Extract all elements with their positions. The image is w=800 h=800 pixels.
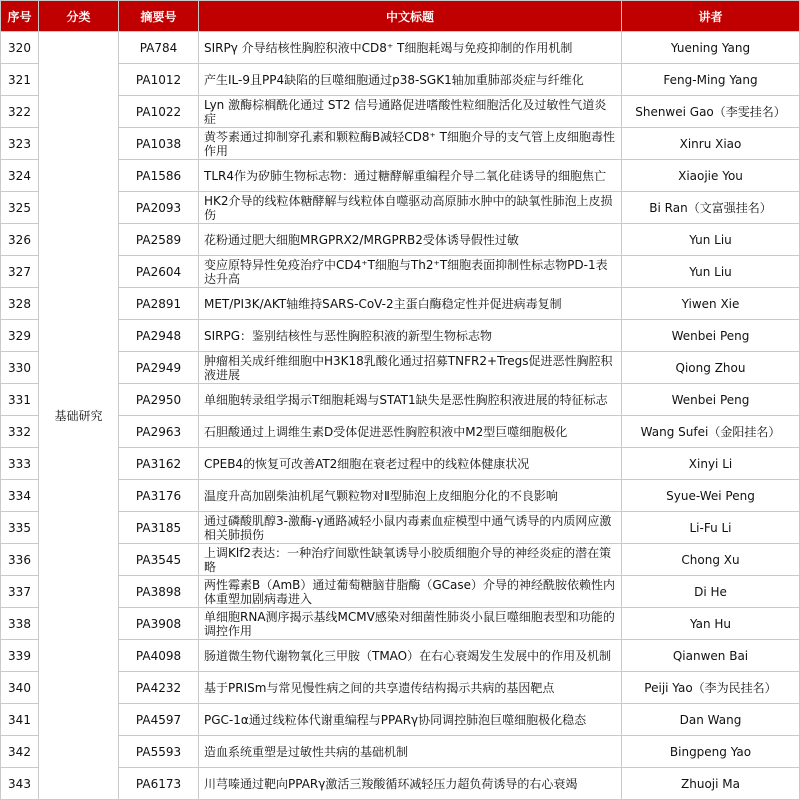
- speaker-name: Xiaojie You: [622, 160, 800, 192]
- chinese-title: 石胆酸通过上调维生素D受体促进恶性胸腔积液中M2型巨噬细胞极化: [199, 416, 622, 448]
- chinese-title: TLR4作为矽肺生物标志物：通过糖酵解重编程介导二氧化硅诱导的细胞焦亡: [199, 160, 622, 192]
- chinese-title: 单细胞RNA测序揭示基线MCMV感染对细菌性肺炎小鼠巨噬细胞表型和功能的调控作用: [199, 608, 622, 640]
- chinese-title: HK2介导的线粒体糖酵解与线粒体自噬驱动高原肺水肿中的缺氧性肺泡上皮损伤: [199, 192, 622, 224]
- abstract-code: PA2949: [119, 352, 199, 384]
- col-header-title: 中文标题: [199, 1, 622, 32]
- abstract-code: PA2604: [119, 256, 199, 288]
- speaker-name: Zhuoji Ma: [622, 768, 800, 800]
- table-row: [1, 32, 800, 64]
- chinese-title: 产生IL-9且PP4缺陷的巨噬细胞通过p38-SGK1轴加重肺部炎症与纤维化: [199, 64, 622, 96]
- speaker-name: Xinru Xiao: [622, 128, 800, 160]
- abstract-code: PA3185: [119, 512, 199, 544]
- row-number: 331: [1, 384, 39, 416]
- row-number: 322: [1, 96, 39, 128]
- table-row: [1, 768, 800, 800]
- row-number: 340: [1, 672, 39, 704]
- speaker-name: Wang Sufei（金阳挂名）: [622, 416, 800, 448]
- table-row: [1, 128, 800, 160]
- table-row: [1, 288, 800, 320]
- abstract-code: PA3545: [119, 544, 199, 576]
- row-number: 334: [1, 480, 39, 512]
- chinese-title: 两性霉素B（AmB）通过葡萄糖脑苷脂酶（GCase）介导的神经酰胺依赖性内体重塑加剧病毒进入: [199, 576, 622, 608]
- abstract-code: PA2891: [119, 288, 199, 320]
- speaker-name: Bi Ran（文富强挂名）: [622, 192, 800, 224]
- row-number: 328: [1, 288, 39, 320]
- row-number: 336: [1, 544, 39, 576]
- table-row: [1, 544, 800, 576]
- table-row: [1, 352, 800, 384]
- row-number: 325: [1, 192, 39, 224]
- row-number: 323: [1, 128, 39, 160]
- table-row: [1, 736, 800, 768]
- row-number: 343: [1, 768, 39, 800]
- row-number: 333: [1, 448, 39, 480]
- abstract-code: PA1022: [119, 96, 199, 128]
- row-number: 339: [1, 640, 39, 672]
- speaker-name: Di He: [622, 576, 800, 608]
- table-row: [1, 480, 800, 512]
- row-number: 321: [1, 64, 39, 96]
- speaker-name: Feng-Ming Yang: [622, 64, 800, 96]
- row-number: 341: [1, 704, 39, 736]
- row-number: 338: [1, 608, 39, 640]
- row-number: 337: [1, 576, 39, 608]
- chinese-title: 温度升高加剧柴油机尾气颗粒物对Ⅱ型肺泡上皮细胞分化的不良影响: [199, 480, 622, 512]
- row-number: 320: [1, 32, 39, 64]
- abstract-code: PA4098: [119, 640, 199, 672]
- chinese-title: 黄芩素通过抑制穿孔素和颗粒酶B减轻CD8⁺ T细胞介导的支气管上皮细胞毒性作用: [199, 128, 622, 160]
- speaker-name: Wenbei Peng: [622, 320, 800, 352]
- speaker-name: Syue-Wei Peng: [622, 480, 800, 512]
- col-header-speaker: 讲者: [622, 1, 800, 32]
- table-row: [1, 448, 800, 480]
- abstract-code: PA1012: [119, 64, 199, 96]
- table-row: [1, 192, 800, 224]
- abstract-code: PA784: [119, 32, 199, 64]
- chinese-title: 花粉通过肥大细胞MRGPRX2/MRGPRB2受体诱导假性过敏: [199, 224, 622, 256]
- abstract-code: PA3898: [119, 576, 199, 608]
- row-number: 330: [1, 352, 39, 384]
- table-row: [1, 704, 800, 736]
- table-row: [1, 320, 800, 352]
- table-row: [1, 160, 800, 192]
- row-number: 329: [1, 320, 39, 352]
- chinese-title: 造血系统重塑是过敏性共病的基础机制: [199, 736, 622, 768]
- row-number: 335: [1, 512, 39, 544]
- chinese-title: 肿瘤相关成纤维细胞中H3K18乳酸化通过招募TNFR2+Tregs促进恶性胸腔积液进展: [199, 352, 622, 384]
- speaker-name: Shenwei Gao（李雯挂名）: [622, 96, 800, 128]
- table-row: [1, 512, 800, 544]
- chinese-title: 变应原特异性免疫治疗中CD4⁺T细胞与Th2⁺T细胞表面抑制性标志物PD-1表达升高: [199, 256, 622, 288]
- table-row: [1, 640, 800, 672]
- speaker-name: Yun Liu: [622, 224, 800, 256]
- speaker-name: Dan Wang: [622, 704, 800, 736]
- col-header-no: 序号: [1, 1, 39, 32]
- chinese-title: SIRPG：鉴别结核性与恶性胸腔积液的新型生物标志物: [199, 320, 622, 352]
- row-number: 326: [1, 224, 39, 256]
- table-row: [1, 576, 800, 608]
- abstract-code: PA2963: [119, 416, 199, 448]
- chinese-title: 上调Klf2表达：一种治疗间歇性缺氧诱导小胶质细胞介导的神经炎症的潜在策略: [199, 544, 622, 576]
- abstract-code: PA6173: [119, 768, 199, 800]
- col-header-category: 分类: [39, 1, 119, 32]
- abstract-code: PA2093: [119, 192, 199, 224]
- row-number: 342: [1, 736, 39, 768]
- table-row: [1, 224, 800, 256]
- header-row: [1, 1, 800, 32]
- table-row: [1, 256, 800, 288]
- row-number: 327: [1, 256, 39, 288]
- chinese-title: Lyn 激酶棕榈酰化通过 ST2 信号通路促进嗜酸性粒细胞活化及过敏性气道炎症: [199, 96, 622, 128]
- chinese-title: 单细胞转录组学揭示T细胞耗竭与STAT1缺失是恶性胸腔积液进展的特征标志: [199, 384, 622, 416]
- col-header-abstract-code: 摘要号: [119, 1, 199, 32]
- chinese-title: SIRPγ 介导结核性胸腔积液中CD8⁺ T细胞耗竭与免疫抑制的作用机制: [199, 32, 622, 64]
- table-row: [1, 608, 800, 640]
- speaker-name: Bingpeng Yao: [622, 736, 800, 768]
- speaker-name: Qianwen Bai: [622, 640, 800, 672]
- abstract-code: PA3908: [119, 608, 199, 640]
- abstract-code: PA5593: [119, 736, 199, 768]
- table-row: [1, 96, 800, 128]
- speaker-name: Wenbei Peng: [622, 384, 800, 416]
- chinese-title: CPEB4的恢复可改善AT2细胞在衰老过程中的线粒体健康状况: [199, 448, 622, 480]
- speaker-name: Qiong Zhou: [622, 352, 800, 384]
- abstract-code: PA3162: [119, 448, 199, 480]
- abstract-code: PA3176: [119, 480, 199, 512]
- speaker-name: Yun Liu: [622, 256, 800, 288]
- table-body: [1, 32, 800, 800]
- abstract-code: PA1038: [119, 128, 199, 160]
- abstract-code: PA2589: [119, 224, 199, 256]
- abstract-code: PA4597: [119, 704, 199, 736]
- table-row: [1, 64, 800, 96]
- chinese-title: PGC-1α通过线粒体代谢重编程与PPARγ协同调控肺泡巨噬细胞极化稳态: [199, 704, 622, 736]
- speaker-name: Xinyi Li: [622, 448, 800, 480]
- speaker-name: Chong Xu: [622, 544, 800, 576]
- table-row: [1, 384, 800, 416]
- speaker-name: Yiwen Xie: [622, 288, 800, 320]
- chinese-title: 基于PRISm与常见慢性病之间的共享遗传结构揭示共病的基因靶点: [199, 672, 622, 704]
- chinese-title: 肠道微生物代谢物氧化三甲胺（TMAO）在右心衰竭发生发展中的作用及机制: [199, 640, 622, 672]
- table-row: [1, 672, 800, 704]
- table-row: [1, 416, 800, 448]
- abstract-code: PA1586: [119, 160, 199, 192]
- speaker-name: Peiji Yao（李为民挂名）: [622, 672, 800, 704]
- row-number: 324: [1, 160, 39, 192]
- chinese-title: 川芎嗪通过靶向PPARγ激活三羧酸循环减轻压力超负荷诱导的右心衰竭: [199, 768, 622, 800]
- abstract-code: PA2948: [119, 320, 199, 352]
- speaker-name: Li-Fu Li: [622, 512, 800, 544]
- chinese-title: MET/PI3K/AKT轴维持SARS-CoV-2主蛋白酶稳定性并促进病毒复制: [199, 288, 622, 320]
- category-cell: 基础研究: [39, 32, 119, 800]
- chinese-title: 通过磷酸肌醇3-激酶-γ通路减轻小鼠内毒素血症模型中通气诱导的内质网应激相关肺损伤: [199, 512, 622, 544]
- abstract-code: PA4232: [119, 672, 199, 704]
- speaker-name: Yuening Yang: [622, 32, 800, 64]
- row-number: 332: [1, 416, 39, 448]
- abstract-code: PA2950: [119, 384, 199, 416]
- speaker-name: Yan Hu: [622, 608, 800, 640]
